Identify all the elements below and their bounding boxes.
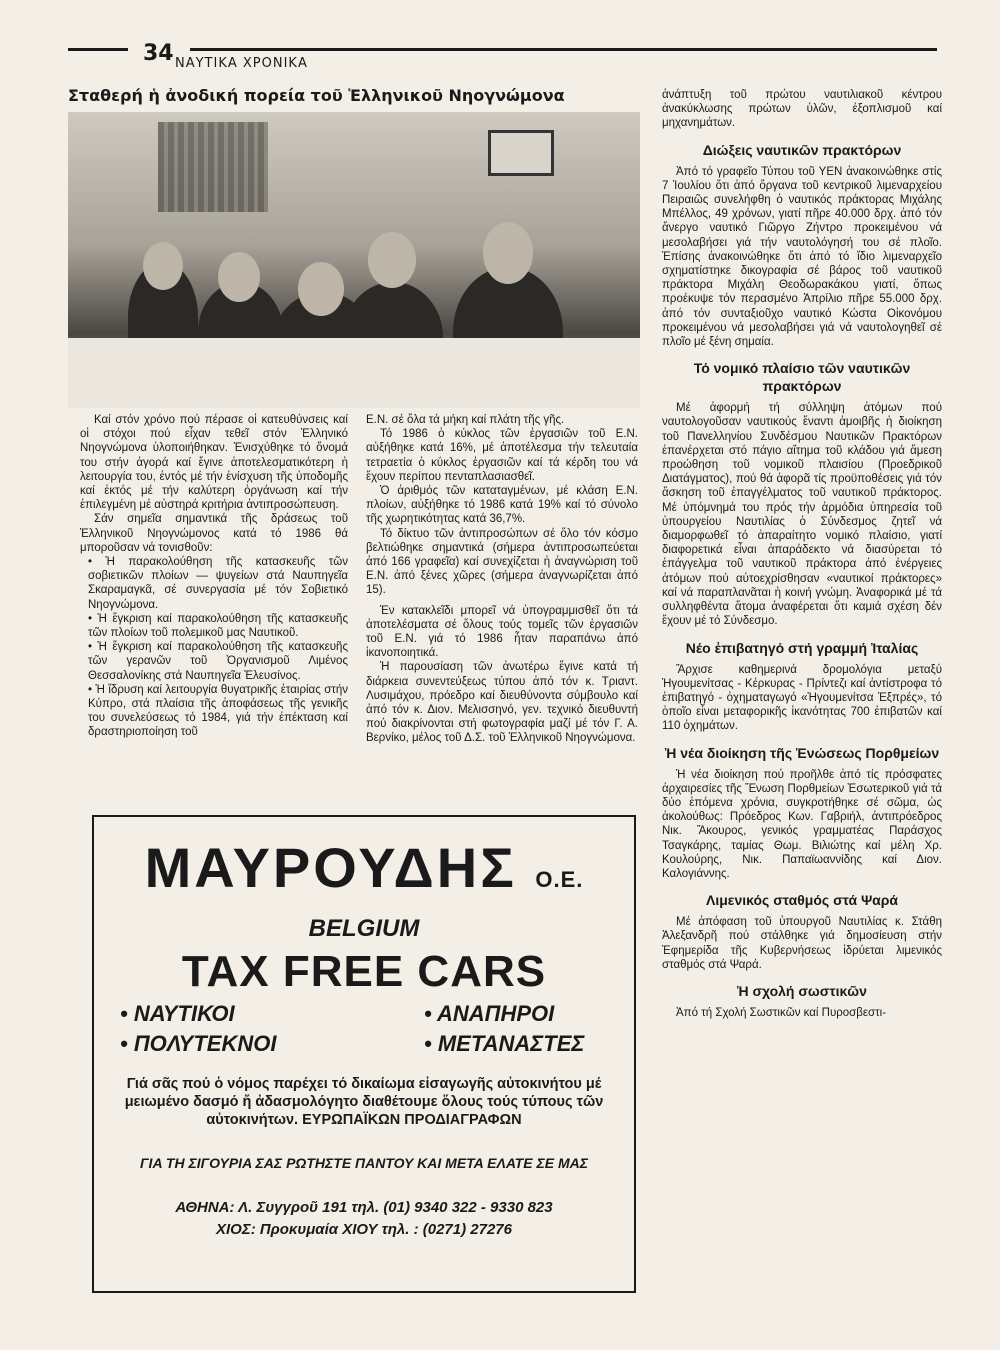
bullet-item: • Ἡ ἔγκριση καί παρακολούθηση τῆς κατασκευῆς τῶν πλοίων τοῦ πολεμικοῦ μας Ναυτικοῦ. <box>88 612 348 640</box>
news-text: Ἡ νέα διοίκηση πού προῆλθε ἀπό τίς πρόσφατες ἀρχαιρεσίες τῆς Ἕνωση Πορθμείων Ἐσωτερικοῦ γιά τά δύο ἑπόμενα χρόνια, συγκροτήθηκε σέ σῶμα, ὡς ἀκολούθως: Πρόεδρος Κων. Γαβριήλ, ἀντιπρόεδρος Νικ. Ἄκουρος, γενικός γραμματέας Παράσχος Τσαγκάρης, ταμίας Θωμ. Βιλιώτης καί μέλη Χρ. Κουλούρης, Νικ. Παπαϊωαννίδης καί Διον. Καλογιάννης. <box>662 768 942 880</box>
ad-address-athens: ΑΘΗΝΑ: Λ. Συγγροῦ 191 τηλ. (01) 9340 322 - 9330 823 <box>175 1199 553 1216</box>
article-column-2 <box>366 413 638 746</box>
news-text: Ἄρχισε καθημερινά δρομολόγια μεταξύ Ἡγουμενίτσας - Κέρκυρας - Πρίντεζι καί ἀντίστροφα τό ἐπιβατηγό - ὀχηματαγωγό «Ἡγουμενίτσα Ἐξπρές», τό ὁποῖο εἶναι μεταφορικῆς ἱκανότητας 700 ἐπιβατῶν καί 110 ὀχημάτων. <box>662 663 942 733</box>
paragraph: Καί στόν χρόνο πού πέρασε οἱ κατευθύνσεις καί οἱ στόχοι πού εἶχαν τεθεῖ στόν Ἑλληνικό Νηογνώμονα ὑλοποιήθηκαν. Ἐνισχύθηκε τό ὄνομά του στήν ἀγορά καί ἔγινε ἀποτελεσματικότερη ἡ λειτουργία του, ἐντός μέ τήν ἐνίσχυση τῆς ὑποδομῆς καί ἐκτός μέ τήν καλύτερη ὀργάνωση καί τήν ἐπιλεγμένη μέ αὐστηρά κριτήρια ἀντιπροσώπευση. <box>80 414 348 512</box>
news-heading: Νέο ἐπιβατηγό στή γραμμή Ἰταλίας <box>685 639 919 656</box>
bullet-item: • Ἡ ἔγκριση καί παρακολούθηση τῆς κατασκευῆς τῶν γερανῶν τοῦ Ὀργανισμοῦ Λιμένος Θεσσαλονίκης στά Ναυπηγεῖα Ἐλευσίνος. <box>88 641 348 682</box>
paragraph: Τό δίκτυο τῶν ἀντιπροσώπων σέ ὅλο τόν κόσμο βελτιώθηκε σημαντικά (σήμερα ἀντιπροσωπεύεται ἀπό 166 γραφεῖα) καί συνεχίζεται ἡ ἀναγνώριση τοῦ Ε.Ν. ἀπό ξένες χῶρες (σήμερα ἀναγνωρίζεται ἀπό 15). <box>366 527 638 597</box>
press-conference-photo <box>68 112 640 408</box>
ad-body: Γιά σᾶς πού ὁ νόμος παρέχει τό δικαίωμα εἰσαγωγῆς αὐτοκινήτου μέ μειωμένο δασμό ἤ ἀδασμολόγητο διαθέτουμε ὅλους τούς τύπους τῶν αὐτοκινήτων. ΕΥΡΩΠΑΪΚΩΝ ΠΡΟΔΙΑΓΡΑΦΩΝ <box>124 1076 604 1128</box>
news-heading: Τό νομικό πλαίσιο τῶν ναυτικῶν πρακτόρων <box>693 360 911 395</box>
news-heading: Διώξεις ναυτικῶν πρακτόρων <box>702 141 902 158</box>
bookshelf <box>158 122 268 212</box>
ad-company-suffix: Ο.Ε. <box>535 867 584 892</box>
news-text: Ἀπό τή Σχολή Σωστικῶν καί Πυροσβεστι- <box>676 1006 887 1019</box>
news-heading: Ἡ σχολή σωστικῶν <box>737 982 867 999</box>
ad-location: BELGIUM <box>308 915 420 942</box>
ad-bullet: • ΑΝΑΠΗΡΟΙ <box>424 1001 555 1026</box>
ad-bullet: • ΜΕΤΑΝΑΣΤΕΣ <box>424 1031 585 1056</box>
face <box>298 262 344 316</box>
ad-bullet: • ΝΑΥΤΙΚΟΙ <box>120 1001 235 1026</box>
paragraph: Σάν σημεῖα σημαντικά τῆς δράσεως τοῦ Ἑλληνικοῦ Νηογνώμονος κατά τό 1986 θά μποροῦσαν νά τονισθοῦν: <box>80 513 348 554</box>
face <box>368 232 416 288</box>
ad-bullet: • ΠΟΛΥΤΕΚΝΟΙ <box>120 1031 277 1056</box>
paragraph: ἀνάπτυξη τοῦ πρώτου ναυτιλιακοῦ κέντρου ἀνακύκλωσης πρώτων ὑλῶν, ἐξοπλισμοῦ καί μηχανημάτων. <box>662 89 942 130</box>
header-rule-left <box>68 48 128 51</box>
face <box>218 252 260 302</box>
face <box>483 222 533 284</box>
paragraph: Ἡ παρουσίαση τῶν ἀνωτέρω ἔγινε κατά τή διάρκεια συνεντεύξεως τύπου ἀπό τόν κ. Τριαντ. Λυσιμάχου, πρόεδρο καί διευθύνοντα σύμβουλο καί ἀπό τόν κ. Διον. Μελισσηνό, γεν. τεχνικό διευθυντή πού διακρίνονται στή φωτογραφία μαζί μέ τόν Γ. Α. Βερνίκο, μέλος τοῦ Δ.Σ. τοῦ Ἑλληνικοῦ Νηογνώμονα. <box>366 661 638 745</box>
article-column-1 <box>80 413 348 740</box>
news-heading: Ἡ νέα διοίκηση τῆς Ἑνώσεως Πορθμείων <box>664 744 940 761</box>
framed-certificate <box>488 130 554 176</box>
paragraph: Ε.Ν. σέ ὅλα τά μήκη καί πλάτη τῆς γῆς. <box>366 414 565 426</box>
section-title: ΝΑΥΤΙΚΑ ΧΡΟΝΙΚΑ <box>175 56 308 71</box>
bullet-item: • Ἡ ἵδρυση καί λειτουργία θυγατρικῆς ἑταιρίας στήν Κύπρο, στά πλαίσια τῆς ἀποφάσεως τῆς γενικῆς του συνελεύσεως τό 1984, γιά τήν ἐπέκταση καί δραστηριοποίηση τοῦ <box>88 683 348 739</box>
news-text: Ἀπό τό γραφεῖο Τύπου τοῦ ΥΕΝ ἀνακοινώθηκε στίς 7 Ἰουλίου ὅτι ἀπό ὄργανα τοῦ κεντρικοῦ λιμεναρχείου Πειραιῶς συνελήφθη ὁ ναυτικός πράκτορας Μιχάλης Μπέλλος, 49 χρόνων, γιατί πῆρε 40.000 δρχ. ἀπό τόν ἄνεργο ναυτικό Γιῶργο Ζήντρο προκειμένου νά μεσολαβήσει γιά τήν ναυτολόγησή του σέ πλοῖο. Ἐπίσης ἀνακοινώθηκε ὅτι ἀπό τό ἴδιο λιμεναρχεῖο σχηματίστηκε δικογραφία σέ βάρος τοῦ ναυτικοῦ πράκτορα Μιχάλη Θεοδωρακάκου γιατί, ὅπως προέκυψε τόν περασμένο Ἀπρίλιο πῆρε 55.000 δρχ. ἀπό τόν συνταξιοῦχο ναυτικό Κώστα Οἰκονόμου προκειμένου νά μεσολαβήσει γιά νά ναυτολογηθεῖ σέ πλοῖο μέ ξένη σημαία. <box>662 165 942 349</box>
news-heading: Λιμενικός σταθμός στά Ψαρά <box>706 892 898 909</box>
conference-table <box>68 338 640 408</box>
paragraph: Τό 1986 ὁ κύκλος τῶν ἐργασιῶν τοῦ Ε.Ν. αὐξήθηκε κατά 16%, μέ ἀποτέλεσμα τήν τελευταία τετραετία ὁ κύκλος ἐργασιῶν καί τά κέρδη του νά ἔχουν περίπου πενταπλασιασθεῖ. <box>366 428 638 483</box>
ad-call-to-action: ΓΙΑ ΤΗ ΣΙΓΟΥΡΙΑ ΣΑΣ ΡΩΤΗΣΤΕ ΠΑΝΤΟΥ ΚΑΙ ΜΕΤΑ ΕΛΑΤΕ ΣΕ ΜΑΣ <box>140 1155 588 1171</box>
ad-headline: TAX FREE CARS <box>181 947 547 996</box>
news-column <box>662 88 942 1020</box>
ad-address-chios: ΧΙΟΣ: Προκυμαία ΧΙΟΥ τηλ. : (0271) 27276 <box>216 1221 512 1238</box>
news-text: Μέ ἀπόφαση τοῦ ὑπουργοῦ Ναυτιλίας κ. Στάθη Ἀλεξανδρῆ πού στάλθηκε γιά δημοσίευση στήν Ἐφημερίδα τῆς Κυβερνήσεως ἱδρύεται λιμενικός σταθμός στά Ψαρά. <box>662 916 942 971</box>
ad-company-name <box>94 835 634 900</box>
page-number: 34 <box>143 41 174 66</box>
paragraph: Ὁ ἀριθμός τῶν καταταγμένων, μέ κλάση Ε.Ν. πλοίων, αὐξήθηκε τό 1986 κατά 19% καί τό σύνολο τῆς χωρητικότητας κατά 36,7%. <box>366 485 638 526</box>
advertisement-box <box>92 815 636 1293</box>
header-rule-right <box>190 48 937 51</box>
paragraph: Ἐν κατακλεῖδι μπορεῖ νά ὑπογραμμισθεῖ ὅτι τά ἀποτελέσματα σέ ὅλους τούς τομεῖς τῶν ἐργασιῶν τοῦ Ε.Ν. γιά τό 1986 ἦταν παραπάνω ἀπό ἱκανοποιητικά. <box>366 604 638 660</box>
news-text: Μέ ἀφορμή τή σύλληψη ἀτόμων πού ναυτολογοῦσαν ναυτικούς ἔναντι ἀμοιβῆς ἡ διοίκηση τοῦ Πανελληνίου Συνδέσμου Ναυτικῶν Πρακτόρων ἐπανέρχεται στό πάγιο αἴτημα τοῦ κλάδου γιά ἄμεση προώθηση τοῦ νομικοῦ πλαισίου (Προεδρικοῦ Διατάγματος), πού θά ἀφορᾶ τίς προϋποθέσεις γιά τόν ἄσκηση τοῦ ἐπαγγέλματος τοῦ ναυτικοῦ πράκτορος. Μέ ὑπόμνημά του πρός τήν ἁρμόδια ὑπηρεσία τοῦ ὑπουργείου Ναυτιλίας ὁ Σύνδεσμος ζητεῖ νά διαμορφωθεῖ τό ἀπαραίτητο νομικό πλαίσιο, γιατί διαφορετικά εἶναι ἀπαράδεκτο νά διασύρεται τό ἐπάγγελμα τοῦ ναυτικοῦ πράκτορα ἀπό ἐνέργειες ἀτόμων πού αὐτοεχρίσθησαν «ναυτικοί πράκτορες» καί νά παραπλανᾶται ἡ κοινή γνώμη. Ἀναφορικά μέ τά συλληφθέντα ἄτομα ἀναφέρεται ὅτι καμιά σχέση δέν ἔχουν μέ τό Σύνδεσμο. <box>662 402 942 628</box>
face <box>143 242 183 290</box>
bullet-item: • Ἡ παρακολούθηση τῆς κατασκευῆς τῶν σοβιετικῶν πλοίων — ψυγείων στά Ναυπηγεῖα Σκαραμαγκᾶ, σέ συνεργασία μέ τόν Σοβιετικό Νηογνώμονα. <box>88 556 348 611</box>
ad-company: ΜΑΥΡΟΥΔΗΣ <box>144 836 517 899</box>
article-headline: Σταθερή ἡ ἀνοδική πορεία τοῦ Ἑλληνικοῦ Νηογνώμονα <box>68 86 565 105</box>
